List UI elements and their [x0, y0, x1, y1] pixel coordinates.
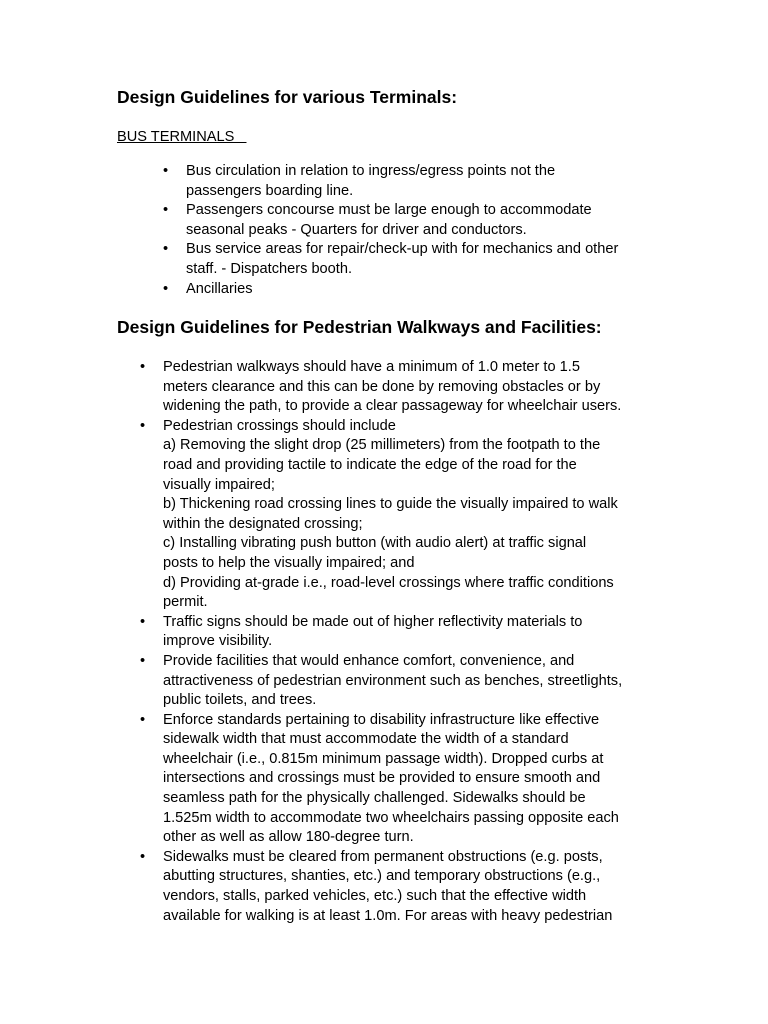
- list-item: • Passengers concourse must be large enough to accommodate seasonal peaks - Quarters for driver and conductors.: [186, 201, 666, 240]
- list-item: • Traffic signs should be made out of higher reflectivity materials to improve visibility.: [163, 613, 663, 652]
- pedestrian-guidelines-list: [163, 358, 663, 926]
- list-item: • Pedestrian walkways should have a minimum of 1.0 meter to 1.5 meters clearance and this can be done by removing obstacles or by widening the path, to provide a clear passageway for wheelchair users.: [163, 358, 663, 417]
- list-item: • Ancillaries: [186, 280, 666, 300]
- section-heading-terminals: Design Guidelines for various Terminals:: [117, 87, 458, 107]
- section-heading-pedestrian: Design Guidelines for Pedestrian Walkways and Facilities:: [117, 317, 602, 337]
- list-item: • Provide facilities that would enhance comfort, convenience, and attractiveness of pedestrian environment such as benches, streetlights, public toilets, and trees.: [163, 652, 663, 711]
- list-item: • Sidewalks must be cleared from permanent obstructions (e.g. posts, abutting structures, shanties, etc.) and temporary obstructions (e.g., vendors, stalls, parked vehicles, etc.) such that the effective width available for walking is at least 1.0m. For areas with heavy pedestrian: [163, 848, 663, 926]
- list-item: • Pedestrian crossings should include a) Removing the slight drop (25 millimeters) from the footpath to the road and providing tactile to indicate the edge of the road for the visually impaired; b) Thickening road crossing lines to guide the visually impaired to walk within the designated crossing; c) Installing vibrating push button (with audio alert) at traffic signal posts to help the visually impaired; and d) Providing at-grade i.e., road-level crossings where traffic conditions permit.: [163, 417, 663, 613]
- list-item: • Bus service areas for repair/check-up with for mechanics and other staff. - Dispatchers booth.: [186, 240, 666, 279]
- bus-terminal-guidelines-list: [186, 162, 666, 299]
- list-item: • Bus circulation in relation to ingress/egress points not the passengers boarding line.: [186, 162, 666, 201]
- subheading-bus-terminals: BUS TERMINALS: [117, 129, 247, 145]
- list-item: • Enforce standards pertaining to disability infrastructure like effective sidewalk width that must accommodate the width of a standard wheelchair (i.e., 0.815m minimum passage width). Dropped curbs at intersections and crossings must be provided to ensure smooth and seamless path for the physically challenged. Sidewalks should be 1.525m width to accommodate two wheelchairs passing opposite each other as well as allow 180-degree turn.: [163, 711, 663, 848]
